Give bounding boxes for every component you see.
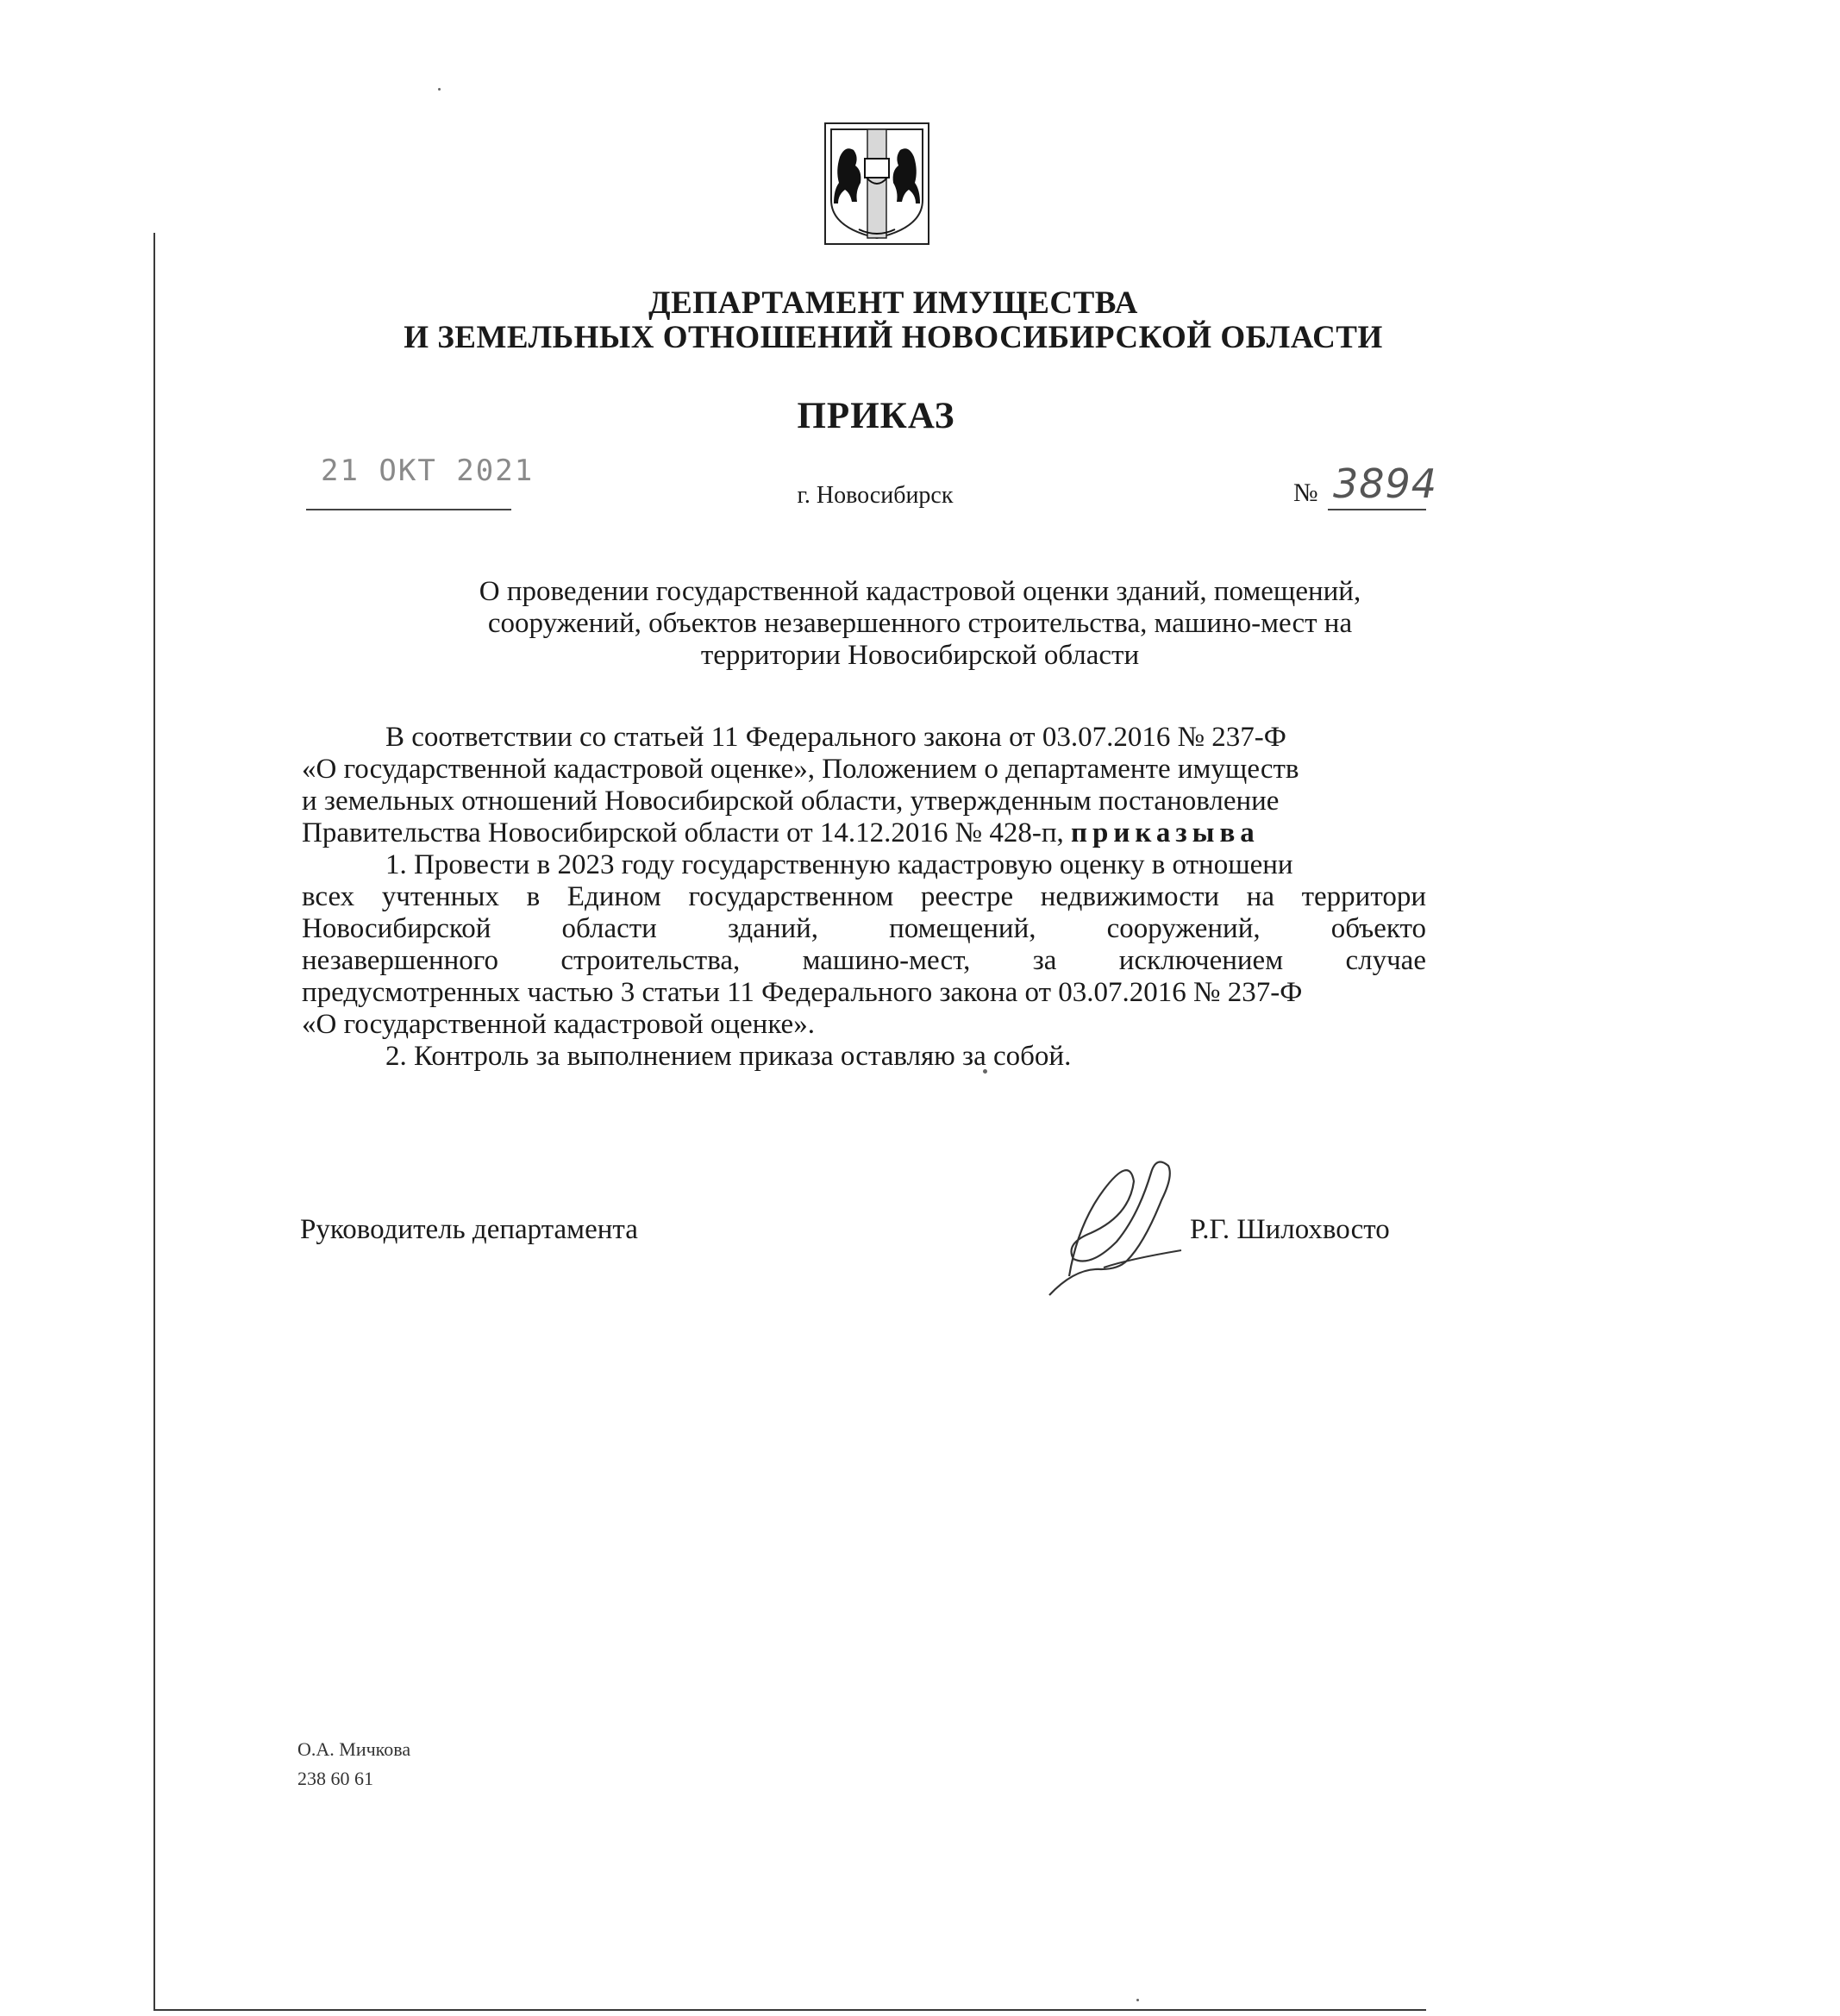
body-word: незавершенного	[302, 945, 499, 976]
body-line: 1. Провести в 2023 году государственную кадастровую оценку в отношени	[385, 849, 1293, 880]
body-line: В соответствии со статьей 11 Федерального закона от 03.07.2016 № 237-Ф	[385, 722, 1286, 753]
order-word: приказыва	[1071, 817, 1260, 848]
subject-line: О проведении государственной кадастровой оценки зданий, помещений,	[479, 576, 1361, 607]
coat-of-arms-icon	[824, 122, 929, 245]
body-line: «О государственной кадастровой оценке».	[302, 1009, 815, 1040]
handwritten-signature	[1009, 1147, 1216, 1293]
body-line-justified	[302, 881, 1426, 913]
order-number-handwritten: 3894	[1333, 460, 1438, 507]
subject-line: сооружений, объектов незавершенного строительства, машино-мест на	[487, 608, 1353, 639]
scan-speck	[1136, 1999, 1139, 2001]
body-line: «О государственной кадастровой оценке», Положением о департаменте имуществ	[302, 754, 1299, 785]
body-line-justified	[302, 945, 1426, 977]
body-word: Новосибирской	[302, 913, 491, 944]
body-word: недвижимости	[1040, 881, 1220, 912]
body-word: государственном	[688, 881, 894, 912]
scan-speck	[438, 88, 441, 91]
body-line: предусмотренных частью 3 статьи 11 Федерального закона от 03.07.2016 № 237-Ф	[302, 977, 1303, 1008]
executor-block	[297, 1735, 410, 1794]
body-word: в	[526, 881, 541, 912]
number-sign: №	[1293, 479, 1318, 507]
order-subject	[0, 576, 1840, 672]
department-name-line-2: И ЗЕМЕЛЬНЫХ ОТНОШЕНИЙ НОВОСИБИРСКОЙ ОБЛАСТИ	[404, 320, 1383, 355]
body-word: исключением	[1118, 945, 1284, 976]
department-name-line-1: ДЕПАРТАМЕНТ ИМУЩЕСТВА	[648, 285, 1138, 321]
number-underline	[1328, 509, 1426, 510]
order-body	[302, 722, 1426, 1073]
body-word: сооружений,	[1106, 913, 1261, 944]
city: г. Новосибирск	[797, 482, 954, 509]
subject-line: территории Новосибирской области	[700, 640, 1140, 671]
body-word: территори	[1301, 881, 1426, 912]
body-word: машино-мест,	[802, 945, 971, 976]
body-line	[302, 817, 1426, 849]
body-word: на	[1246, 881, 1274, 912]
signatory-role: Руководитель департамента	[300, 1214, 638, 1245]
body-line: и земельных отношений Новосибирской области, утвержденным постановление	[302, 786, 1280, 817]
body-line: 2. Контроль за выполнением приказа оставляю за собой.	[385, 1041, 1072, 1072]
document-type-title: ПРИКАЗ	[797, 396, 955, 436]
body-word: области	[561, 913, 657, 944]
body-word: зданий,	[727, 913, 819, 944]
executor-name: О.А. Мичкова	[297, 1738, 411, 1760]
body-word: реестре	[920, 881, 1014, 912]
signatory-name: Р.Г. Шилохвосто	[1190, 1214, 1390, 1245]
scan-edge-bottom	[153, 2009, 1426, 2011]
body-word: учтенных	[381, 881, 499, 912]
body-line-justified	[302, 913, 1426, 945]
body-line-text: Правительства Новосибирской области от 14.12.2016 № 428-п,	[302, 817, 1064, 848]
date-stamp: 21 ОКТ 2021	[321, 454, 535, 488]
body-word: Едином	[566, 881, 661, 912]
body-word: помещений,	[889, 913, 1036, 944]
body-word: за	[1032, 945, 1057, 976]
body-word: строительства,	[560, 945, 741, 976]
body-word: объекто	[1330, 913, 1426, 944]
body-word: случае	[1345, 945, 1426, 976]
body-word: всех	[302, 881, 355, 912]
executor-phone: 238 60 61	[297, 1768, 373, 1789]
